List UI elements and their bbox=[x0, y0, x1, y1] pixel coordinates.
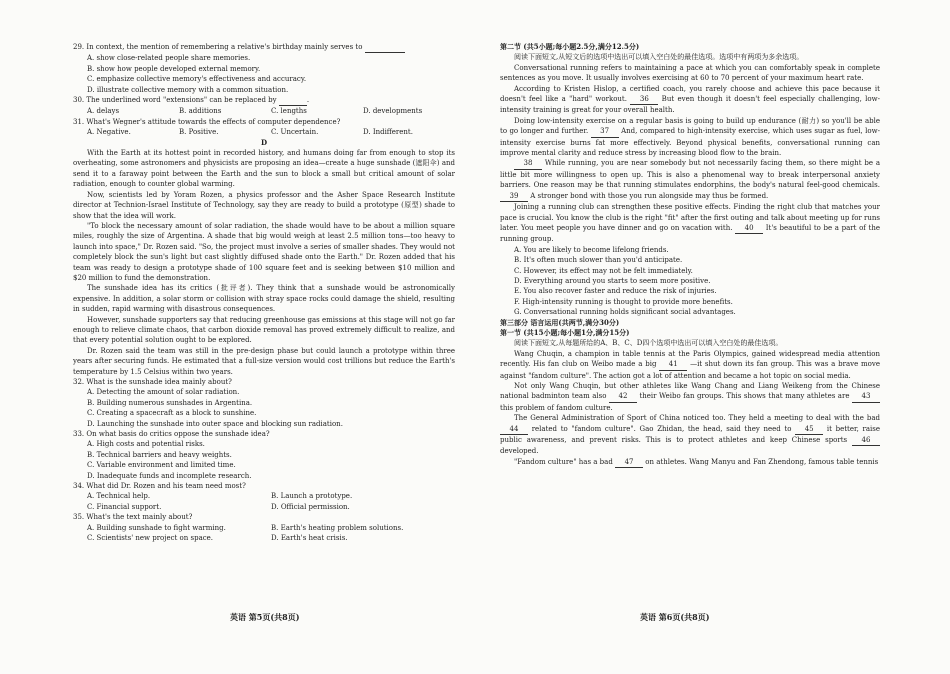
cloze-paragraph-2: Not only Wang Chuqin, but other athletes like Wang Chang and Liang Weikeng from the Chinese national badminton team also 42 their Weibo fan groups. This shows that many athletes are 43 this problem of fandom culture. bbox=[500, 382, 880, 412]
q34-option-c: C. Financial support. bbox=[87, 502, 162, 511]
option-c: C. However, its effect may not be felt immediately. bbox=[514, 266, 693, 275]
q34-option-a: A. Technical help. bbox=[87, 492, 151, 501]
page-divider bbox=[475, 0, 476, 674]
q29-option-d: D. illustrate collective memory with a common situation. bbox=[87, 85, 289, 94]
blank-38[interactable]: 38 bbox=[514, 158, 542, 169]
q34-option-d: D. Official permission. bbox=[271, 502, 350, 511]
right-page-footer: 英语 第6页(共8页) bbox=[640, 612, 710, 622]
blank-42[interactable]: 42 bbox=[609, 391, 637, 402]
q35-stem: 35. What's the text mainly about? bbox=[73, 513, 193, 522]
running-paragraph-3: Doing low-intensity exercise on a regular basis is going to build up endurance (耐力) so you'll be able to go longer and further. 37 And, compared to high-intensity exercise, which uses sugar as fuel, low-intensity exercise burns fat more effectively. Beyond physical benefits, conversational running can improve mental clarity and reduce stress by increasing blood flow to the brain. bbox=[500, 116, 880, 158]
blank-45[interactable]: 45 bbox=[795, 424, 823, 435]
q30-option-b: B. additions bbox=[179, 107, 222, 116]
q33-option-a: A. High costs and potential risks. bbox=[87, 440, 205, 449]
q30-stem: 30. The underlined word "extensions" can be replaced by . bbox=[73, 95, 455, 106]
blank-37[interactable]: 37 bbox=[591, 126, 619, 137]
blank-44[interactable]: 44 bbox=[500, 424, 528, 435]
q30-options bbox=[73, 106, 455, 116]
section2-instruction: 阅读下面短文,从短文后的选项中选出可以填入空白处的最佳选项。选项中有两项为多余选项。 bbox=[514, 53, 804, 62]
q29-option-c: C. emphasize collective memory's effectiveness and accuracy. bbox=[87, 75, 307, 84]
q29-blank bbox=[365, 42, 405, 53]
option-d: D. Everything around you starts to seem more positive. bbox=[514, 276, 711, 285]
q33-option-c: C. Variable environment and limited time. bbox=[87, 461, 236, 470]
q31-option-c: C. Uncertain. bbox=[271, 128, 319, 137]
passage-d-paragraph-2: Now, scientists led by Yoram Rozen, a physics professor and the Asher Space Research Institute director at Technion-Israel Institute of Technology, say they are ready to build a prototype (原型) shade to show that the idea will work. bbox=[73, 190, 455, 220]
q32-option-a: A. Detecting the amount of solar radiation. bbox=[87, 388, 240, 397]
option-a: A. You are likely to become lifelong friends. bbox=[514, 245, 669, 254]
running-paragraph-2: According to Kristen Hislop, a certified coach, you rarely choose and achieve this pace because it doesn't feel like a "hard" workout. 36 But even though it doesn't feel especially challenging, low-intensity training is great for your overall health. bbox=[500, 84, 880, 115]
cloze-paragraph-4: "Fandom culture" has a bad 47 on athletes. Wang Manyu and Fan Zhendong, famous table tennis bbox=[500, 457, 880, 468]
blank-43[interactable]: 43 bbox=[852, 391, 880, 402]
q32-option-b: B. Building numerous sunshades in Argentina. bbox=[87, 398, 253, 407]
option-e: E. You also recover faster and reduce the risk of injuries. bbox=[514, 287, 717, 296]
passage-d-paragraph-3: "To block the necessary amount of solar radiation, the shade would have to be about a million square miles, roughly the size of Argentina. A shade that big would weigh at least 2.5 million tons—too heavy to launch into space," Dr. Rozen said. "So, the project must involve a series of smaller shades. They would not completely block the sun's light but cast slightly diffused shade onto the Earth." Dr. Rozen added that his team was ready to design a prototype shade of 100 square feet and is seeking between $10 million and $20 million to fund the demonstration. bbox=[73, 221, 455, 282]
q35-option-a: A. Building sunshade to fight warming. bbox=[87, 523, 226, 532]
q30-option-a: A. delays bbox=[87, 107, 120, 116]
q29-stem: 29. In context, the mention of remembering a relative's birthday mainly serves to bbox=[73, 42, 455, 53]
part3-title: 第三部分 语言运用(共两节,满分30分) bbox=[500, 317, 620, 327]
q29-option-a: A. show close-related people share memories. bbox=[87, 54, 251, 63]
q34-option-b: B. Launch a prototype. bbox=[271, 492, 353, 501]
blank-46[interactable]: 46 bbox=[852, 435, 880, 446]
passage-d-paragraph-6: Dr. Rozen said the team was still in the pre-design phase but could launch a prototype within three years after securing funds. He estimated that a full-size version would cost trillions but reduce the Earth's temperature by 1.5 Celsius within two years. bbox=[73, 346, 455, 376]
passage-d-paragraph-1: With the Earth at its hottest point in recorded history, and humans doing far from enough to stop its overheating, some astronomers and physicists are proposing an idea—create a huge sunshade (遮阳伞) and send it to a faraway point between the Earth and the sun to block a small but critical amount of solar radiation, enough to counter global warming. bbox=[73, 149, 455, 189]
q30-option-d: D. developments bbox=[363, 107, 423, 116]
q32-option-c: C. Creating a spacecraft as a block to sunshine. bbox=[87, 409, 257, 418]
option-g: G. Conversational running holds significant social advantages. bbox=[514, 308, 736, 317]
q33-option-b: B. Technical barriers and heavy weights. bbox=[87, 450, 232, 459]
part3-section1-title: 第一节 (共15小题;每小题1分,满分15分) bbox=[500, 327, 630, 337]
q30-option-c: C. lengths bbox=[271, 107, 307, 116]
q31-options bbox=[73, 127, 455, 137]
q35-option-c: C. Scientists' new project on space. bbox=[87, 534, 214, 543]
q31-option-d: D. Indifferent. bbox=[363, 128, 413, 137]
passage-d-label: D bbox=[260, 137, 268, 147]
q35-option-b: B. Earth's heating problem solutions. bbox=[271, 523, 404, 532]
q35-option-d: D. Earth's heat crisis. bbox=[271, 534, 348, 543]
q34-options bbox=[73, 491, 455, 512]
section2-title: 第二节 (共5小题;每小题2.5分,满分12.5分) bbox=[500, 42, 640, 51]
running-paragraph-4: 38 While running, you are near somebody but not necessarily facing them, so there might be a little bit more willingness to open up. This is also a phenomenal way to break interpersonal anxiety barriers. One reason may be that running stimulates endorphins, the body's natural feel-good chemicals. 39 A stronger bond with those you run alongside may thus be formed. bbox=[500, 158, 880, 202]
cloze-paragraph-1: Wang Chuqin, a champion in table tennis at the Paris Olympics, gained widespread media attention recently. His fan club on Weibo made a big 41 —it shut down its fan group. This was a brave move against "fandom culture". The action got a lot of attention and became a hot topic on social media. bbox=[500, 349, 880, 380]
q31-option-a: A. Negative. bbox=[87, 128, 131, 137]
left-page bbox=[73, 42, 455, 544]
q33-stem: 33. On what basis do critics oppose the sunshade idea? bbox=[73, 430, 270, 439]
q33-option-d: D. Inadequate funds and incomplete research. bbox=[87, 471, 252, 480]
left-page-footer: 英语 第5页(共8页) bbox=[230, 612, 300, 622]
option-b: B. It's often much slower than you'd anticipate. bbox=[514, 256, 683, 265]
q35-options bbox=[73, 523, 455, 544]
running-paragraph-5: Joining a running club can strengthen these positive effects. Finding the right club that matches your pace is crucial. You know the club is the right "fit" after the first outing and talk about meeting up for runs later. You meet people you have dinner and go on vacation with. 40 It's beautiful to be a part of the running group. bbox=[500, 203, 880, 244]
q31-option-b: B. Positive. bbox=[179, 128, 219, 137]
running-paragraph-1: Conversational running refers to maintaining a pace at which you can comfortably speak in complete sentences as you move. It usually involves exercising at 60 to 70 percent of your maximum heart rate. bbox=[500, 63, 880, 83]
blank-40[interactable]: 40 bbox=[735, 223, 763, 234]
q34-stem: 34. What did Dr. Rozen and his team need most? bbox=[73, 482, 246, 491]
blank-39[interactable]: 39 bbox=[500, 191, 528, 202]
q31-stem: 31. What's Wegner's attitude towards the effects of computer dependence? bbox=[73, 117, 341, 126]
blank-41[interactable]: 41 bbox=[659, 359, 687, 370]
right-page bbox=[500, 42, 880, 468]
q32-option-d: D. Launching the sunshade into outer space and blocking sun radiation. bbox=[87, 419, 343, 428]
option-f: F. High-intensity running is thought to provide more benefits. bbox=[514, 297, 733, 306]
blank-47[interactable]: 47 bbox=[615, 457, 643, 468]
blank-36[interactable]: 36 bbox=[630, 94, 658, 105]
cloze-paragraph-3: The General Administration of Sport of China noticed too. They held a meeting to deal with the bad 44 related to "fandom culture". Gao Zhidan, the head, said they need to 45 it better, raise public awareness, and prevent risks. This is to protect athletes and keep Chinese sports 46 developed. bbox=[500, 414, 880, 456]
q32-stem: 32. What is the sunshade idea mainly about? bbox=[73, 378, 232, 386]
q30-blank bbox=[279, 95, 307, 106]
passage-d-paragraph-4: The sunshade idea has its critics (批评者). They think that a sunshade would be astronomically expensive. In addition, a solar storm or collision with stray space rocks could damage the shield, resulting in sudden, rapid warming with disastrous consequences. bbox=[73, 284, 455, 314]
part3-instruction: 阅读下面短文,从每题所给的A、B、C、D四个选项中选出可以填入空白处的最佳选项。 bbox=[514, 339, 783, 348]
passage-d-paragraph-5: However, sunshade supporters say that reducing greenhouse gas emissions at this stage will not go far enough to relieve climate chaos, that carbon dioxide removal has proved extremely difficult to realize, and that every potential solution ought to be explored. bbox=[73, 315, 455, 345]
q29-option-b: B. show how people developed external memory. bbox=[87, 64, 261, 73]
